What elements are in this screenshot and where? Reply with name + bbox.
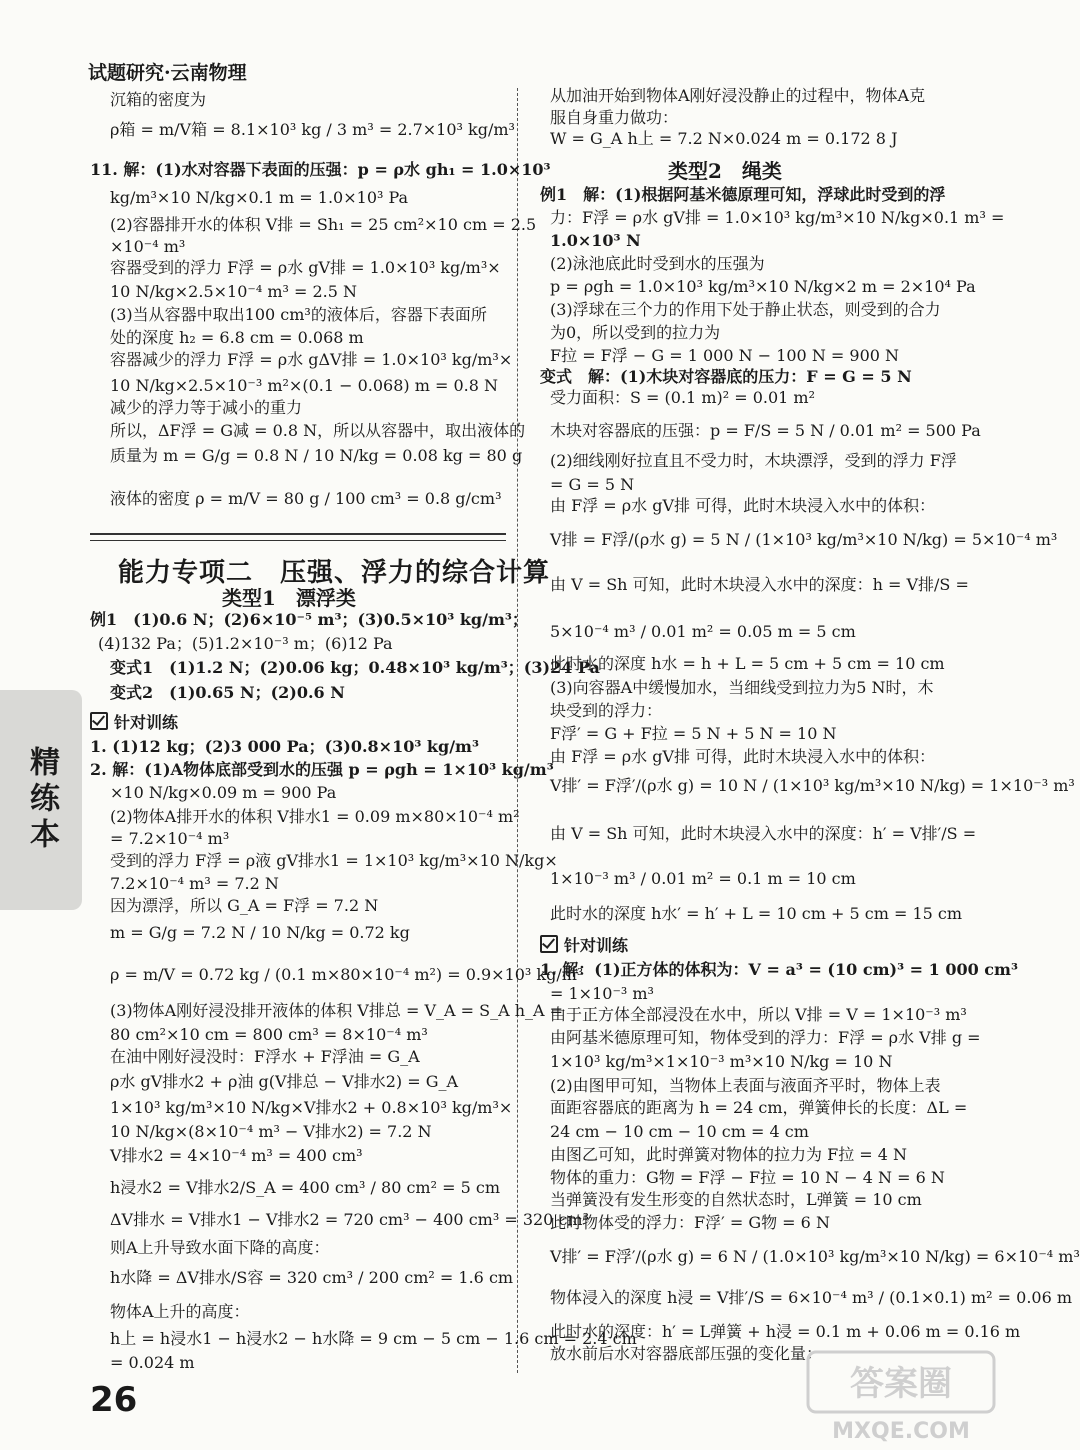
left-line: ρ = m/V = 0.72 kg / (0.1 m×80×10⁻⁴ m²) = 0.9×10³ kg/m³ (110, 965, 584, 984)
right-line: V排′ = F浮′/(ρ水 g) = 10 N / (1×10³ kg/m³×10 N/kg) = 1×10⁻³ m³ (550, 776, 1075, 795)
left-line: 容器受到的浮力 F浮 = ρ水 gV排 = 1.0×10³ kg/m³× (110, 258, 501, 277)
right-line: 此时水的深度：h′ = L弹簧 + h浸 = 0.1 m + 0.06 m = 0.16 m (550, 1322, 1021, 1341)
right-line: V排′ = F浮′/(ρ水 g) = 6 N / (1.0×10³ kg/m³×10 N/kg) = 6×10⁻⁴ m³ (550, 1247, 1080, 1266)
right-line: 此时物体受的浮力：F浮′ = G物 = 6 N (550, 1213, 830, 1232)
side-tab (0, 690, 82, 910)
left-line: 在油中刚好浸没时：F浮水 + F浮油 = G_A (110, 1047, 420, 1066)
left-line: 受到的浮力 F浮 = ρ液 gV排水1 = 1×10³ kg/m³×10 N/kg× (110, 851, 558, 870)
left-line: ρ箱 = m/V箱 = 8.1×10³ kg / 3 m³ = 2.7×10³ kg/m³ (110, 120, 515, 139)
right-line: 面距容器底的距离为 h = 24 cm，弹簧伸长的长度：ΔL = (550, 1098, 968, 1117)
left-line: 沉箱的密度为 (110, 90, 207, 109)
left-line: 1×10³ kg/m³×10 N/kg×V排水2 + 0.8×10³ kg/m³× (110, 1098, 513, 1117)
right-line: V排 = F浮/(ρ水 g) = 5 N / (1×10³ kg/m³×10 N/kg) = 5×10⁻⁴ m³ (550, 530, 1058, 549)
right-line: 物体的重力：G物 = F浮 − F拉 = 10 N − 4 N = 6 N (550, 1168, 945, 1187)
right-line: 木块对容器底的压强：p = F/S = 5 N / 0.01 m² = 500 Pa (550, 421, 981, 440)
right-line: 5×10⁻⁴ m³ / 0.01 m² = 0.05 m = 5 cm (550, 622, 856, 641)
right-line: (2)由图甲可知，当物体上表面与液面齐平时，物体上表 (550, 1076, 941, 1095)
left-line: ×10 N/kg×0.09 m = 900 Pa (110, 783, 337, 802)
left-line: h水降 = ΔV排水/S容 = 320 cm³ / 200 cm² = 1.6 cm (110, 1268, 514, 1287)
right-line: 块受到的浮力： (550, 701, 663, 720)
training-heading: 针对训练 (114, 713, 179, 732)
right-line: W = G_A h上 = 7.2 N×0.024 m = 0.172 8 J (550, 129, 898, 148)
left-line: 液体的密度 ρ = m/V = 80 g / 100 cm³ = 0.8 g/cm³ (110, 489, 502, 508)
right-subtitle: 类型2 绳类 (668, 159, 782, 183)
right-line: 力：F浮 = ρ水 gV排 = 1.0×10³ kg/m³×10 N/kg×0.1 m³ = (550, 208, 1005, 227)
left-line: 10 N/kg×2.5×10⁻³ m²×(0.1 − 0.068) m = 0.8 N (110, 376, 499, 395)
right-line: 1. 解：(1)正方体的体积为：V = a³ = (10 cm)³ = 1 000 cm³ (540, 960, 1018, 979)
right-line: p = ρgh = 1.0×10³ kg/m³×10 N/kg×2 m = 2×10⁴ Pa (550, 277, 976, 296)
left-line: 10 N/kg×2.5×10⁻⁴ m³ = 2.5 N (110, 282, 358, 301)
left-line: 80 cm²×10 cm = 800 cm³ = 8×10⁻⁴ m³ (110, 1025, 428, 1044)
right-line: 服自身重力做功： (550, 108, 679, 127)
check-icon (90, 712, 108, 730)
left-line: V排水2 = 4×10⁻⁴ m³ = 400 cm³ (110, 1146, 363, 1165)
section-title: 能力专项二 压强、浮力的综合计算 (118, 558, 551, 588)
left-line: (2)物体A排开水的体积 V排水1 = 0.09 m×80×10⁻⁴ m² (110, 807, 520, 826)
right-line (540, 935, 628, 954)
left-line: ΔV排水 = V排水1 − V排水2 = 720 cm³ − 400 cm³ = 320 cm³ (110, 1210, 589, 1229)
right-line: 当弹簧没有发生形变的自然状态时，L弹簧 = 10 cm (550, 1190, 922, 1209)
left-line: 处的深度 h₂ = 6.8 cm = 0.068 m (110, 328, 364, 347)
right-line: = G = 5 N (550, 475, 635, 494)
right-line: 此时水的深度 h水 = h + L = 5 cm + 5 cm = 10 cm (550, 654, 945, 673)
left-line: (3)当从容器中取出100 cm³的液体后，容器下表面所 (110, 305, 487, 324)
right-line: 为0，所以受到的拉力为 (550, 323, 721, 342)
right-line: (2)细线刚好拉直且不受力时，木块漂浮，受到的浮力 F浮 (550, 451, 957, 470)
right-line: 1×10³ kg/m³×1×10⁻³ m³×10 N/kg = 10 N (550, 1052, 893, 1071)
right-line: F浮′ = G + F拉 = 5 N + 5 N = 10 N (550, 724, 837, 743)
right-line: 从加油开始到物体A刚好浸没静止的过程中，物体A克 (550, 86, 926, 105)
section-rule (90, 533, 506, 541)
right-line: 放水前后水对容器底部压强的变化量： (550, 1344, 823, 1363)
left-line: (4)132 Pa；(5)1.2×10⁻³ m；(6)12 Pa (98, 634, 393, 653)
left-line: 变式1 (1)1.2 N；(2)0.06 kg；0.48×10³ kg/m³；(3)24 Pa (110, 658, 600, 677)
left-line: 10 N/kg×(8×10⁻⁴ m³ − V排水2) = 7.2 N (110, 1122, 432, 1141)
right-line: (3)向容器A中缓慢加水，当细线受到拉力为5 N时，木 (550, 678, 934, 697)
right-line: 由阿基米德原理可知，物体受到的浮力：F浮 = ρ水 V排 g = (550, 1028, 981, 1047)
left-line: = 7.2×10⁻⁴ m³ (110, 829, 230, 848)
svg-text:MXQE.COM: MXQE.COM (832, 1419, 970, 1444)
left-line: 物体A上升的高度： (110, 1302, 250, 1321)
page-number: 26 (90, 1380, 138, 1420)
left-line: kg/m³×10 N/kg×0.1 m = 1.0×10³ Pa (110, 188, 409, 207)
check-icon (540, 935, 558, 953)
running-header: 试题研究·云南物理 (88, 62, 247, 84)
right-line: F拉 = F浮 − G = 1 000 N − 100 N = 900 N (550, 346, 900, 365)
left-line: 容器减少的浮力 F浮 = ρ水 gΔV排 = 1.0×10³ kg/m³× (110, 350, 513, 369)
left-line: (3)物体A刚好浸没排开液体的体积 V排总 = V_A = S_A h_A = (110, 1001, 564, 1020)
right-line: = 1×10⁻³ m³ (550, 984, 654, 1003)
left-line (90, 712, 178, 731)
left-line: 例1 (1)0.6 N；(2)6×10⁻⁵ m³；(3)0.5×10³ kg/m³； (90, 610, 528, 629)
left-line: 质量为 m = G/g = 0.8 N / 10 N/kg = 0.08 kg = 80 g (110, 446, 523, 465)
left-line: 减少的浮力等于减小的重力 (110, 398, 303, 417)
left-line: 7.2×10⁻⁴ m³ = 7.2 N (110, 874, 279, 893)
svg-text:答案圈: 答案圈 (850, 1364, 952, 1404)
left-line: 所以，ΔF浮 = G减 = 0.8 N，所以从容器中，取出液体的 (110, 421, 526, 440)
side-tab-label: 精练本 (24, 746, 59, 854)
watermark-logo (806, 1350, 996, 1445)
left-line: 2. 解：(1)A物体底部受到水的压强 p = ρgh = 1×10³ kg/m³ (90, 760, 554, 779)
right-line: 由图乙可知，此时弹簧对物体的拉力为 F拉 = 4 N (550, 1145, 908, 1164)
left-line: 11. 解：(1)水对容器下表面的压强：p = ρ水 gh₁ = 1.0×10³ (90, 160, 551, 179)
right-line: 例1 解：(1)根据阿基米德原理可知，浮球此时受到的浮 (540, 185, 946, 204)
left-line: = 0.024 m (110, 1353, 195, 1372)
right-line: (3)浮球在三个力的作用下处于静止状态，则受到的合力 (550, 300, 941, 319)
left-line: h上 = h浸水1 − h浸水2 − h水降 = 9 cm − 5 cm − 1.6 cm = 2.4 cm (110, 1329, 637, 1348)
left-line: 因为漂浮，所以 G_A = F浮 = 7.2 N (110, 896, 379, 915)
left-line: ×10⁻⁴ m³ (110, 237, 186, 256)
left-line: h浸水2 = V排水2/S_A = 400 cm³ / 80 cm² = 5 cm (110, 1178, 500, 1197)
left-line: (2)容器排开水的体积 V排 = Sh₁ = 25 cm²×10 cm = 2.5 (110, 215, 537, 234)
left-line: 则A上升导致水面下降的高度： (110, 1238, 330, 1257)
right-line: 变式 解：(1)木块对容器底的压力：F = G = 5 N (540, 367, 912, 386)
right-line: 受力面积：S = (0.1 m)² = 0.01 m² (550, 388, 816, 407)
right-line: 由于正方体全部浸没在水中，所以 V排 = V = 1×10⁻³ m³ (550, 1005, 967, 1024)
left-line: 1. (1)12 kg；(2)3 000 Pa；(3)0.8×10³ kg/m³ (90, 737, 479, 756)
left-line: 变式2 (1)0.65 N；(2)0.6 N (110, 683, 345, 702)
left-line: m = G/g = 7.2 N / 10 N/kg = 0.72 kg (110, 923, 410, 942)
right-line: 24 cm − 10 cm − 10 cm = 4 cm (550, 1122, 809, 1141)
right-line: 由 V = Sh 可知，此时木块浸入水中的深度：h′ = V排′/S = (550, 824, 977, 843)
left-line: ρ水 gV排水2 + ρ油 g(V排总 − V排水2) = G_A (110, 1072, 459, 1091)
right-line: 由 F浮 = ρ水 gV排 可得，此时木块浸入水中的体积： (550, 747, 936, 766)
right-line: 由 F浮 = ρ水 gV排 可得，此时木块浸入水中的体积： (550, 496, 936, 515)
right-line: 由 V = Sh 可知，此时木块浸入水中的深度：h = V排/S = (550, 575, 969, 594)
right-line: 1.0×10³ N (550, 231, 641, 250)
right-line: 物体浸入的深度 h浸 = V排′/S = 6×10⁻⁴ m³ / (0.1×0.1) m² = 0.06 m (550, 1288, 1073, 1307)
right-line: (2)泳池底此时受到水的压强为 (550, 254, 765, 273)
right-line: 1×10⁻³ m³ / 0.01 m² = 0.1 m = 10 cm (550, 869, 856, 888)
left-subtitle: 类型1 漂浮类 (222, 586, 356, 610)
training-heading: 针对训练 (564, 936, 629, 955)
column-divider (517, 88, 518, 1373)
right-line: 此时水的深度 h水′ = h′ + L = 10 cm + 5 cm = 15 cm (550, 904, 963, 923)
